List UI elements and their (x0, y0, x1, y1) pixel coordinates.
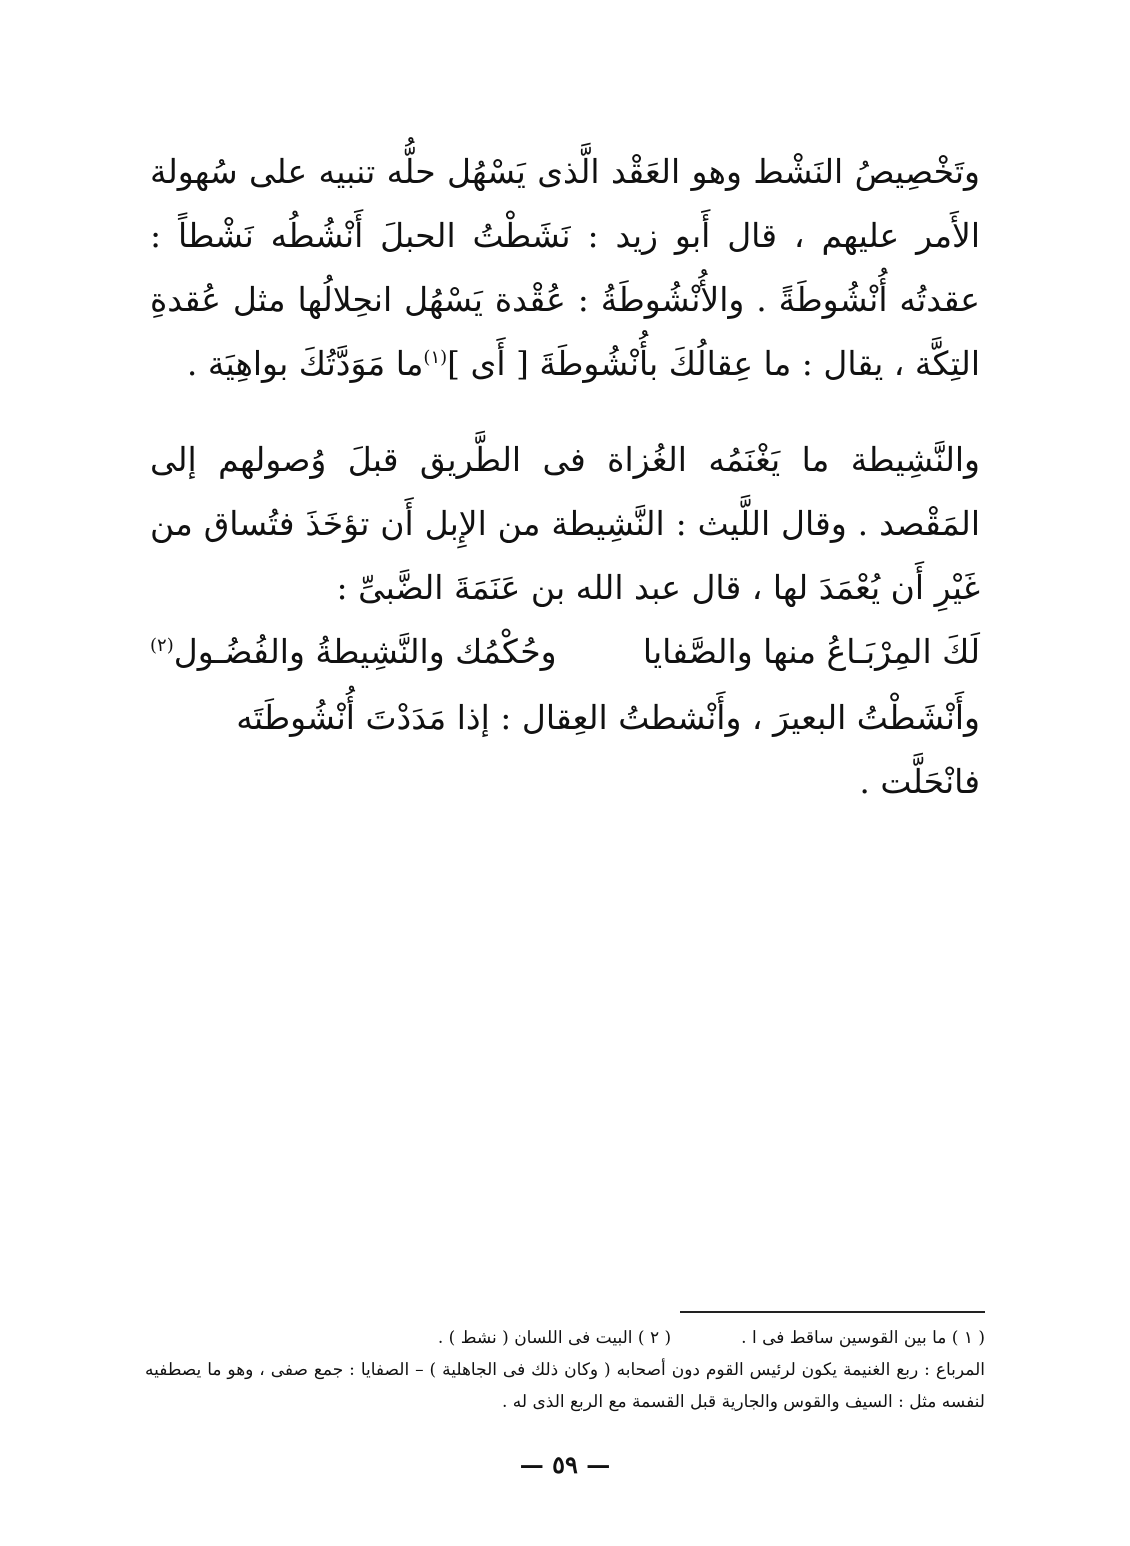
footnote-note: المرباع : ربع الغنيمة يكون لرئيس القوم دون أصحابه ( وكان ذلك فى الجاهلية ) – الصفايا : جمع صفى ، وهو ما يصطفيه لنفسه مثل : السيف والقوس والجارية قبل القسمة مع الربع الذى له . (145, 1360, 985, 1412)
paragraph-2: والنَّشِيطة ما يَغْنَمُه الغُزاة فى الطَّريق قبلَ وُصولهم إلى المَقْصد . وقال اللَّيث : النَّشِيطة من الإِبل أَن تؤخَذَ فتُساق من غَيْرِ أَن يُعْمَدَ لها ، قال عبد الله بن عَنَمَةَ الضَّبىِّ : (150, 440, 980, 607)
footnote-ref-1: (١) (423, 347, 448, 368)
verse-hemistich-2: وحُكْمُك والنَّشِيطةُ والفُضُـول (173, 632, 557, 671)
footnote-2: ( ٢ ) البيت فى اللسان ( نشط ) . (437, 1328, 672, 1348)
paragraph-1-text: وتَخْصِيصُ النَشْط وهو العَقْد الَّذى يَسْهُل حلُّه تنبيه على سُهولة الأَمر عليهم ، قال أَبو زيد : نَشَطْتُ الحبلَ أَنْشُطُه نَشْطاً : عقدتُه أُنْشُوطَةً . والأُنْشُوطَةُ : عُقْدة يَسْهُل انحِلالُها مثل عُقدةِ التِكَّة ، يقال : ما عِقالُكَ بأُنْشُوطَةَ [ أَى ] (150, 152, 980, 383)
footnotes-row (145, 1322, 985, 1354)
paragraph-1-end: ما مَوَدَّتُكَ بواهِيَة . (186, 344, 424, 383)
footnote-1: ( ١ ) ما بين القوسين ساقط فى ا . (741, 1328, 985, 1348)
verse-hemistich-2-wrap (150, 620, 557, 684)
footnote-ref-2: (٢) (150, 635, 174, 656)
paragraph-1 (150, 140, 980, 396)
page-number: — ٥٩ — (519, 1450, 611, 1479)
paragraph-3: وأَنْشَطْتُ البعيرَ ، وأَنْشطتُ العِقال : إذا مَدَدْتَ أُنْشُوطَتَه فانْحَلَّت . (236, 698, 980, 801)
footnote-divider (680, 1311, 985, 1313)
verse-hemistich-1: لَكَ المِرْبَـاعُ منها والصَّفايا (642, 632, 980, 671)
footnotes (145, 1322, 985, 1418)
poetry-verse (150, 620, 980, 684)
